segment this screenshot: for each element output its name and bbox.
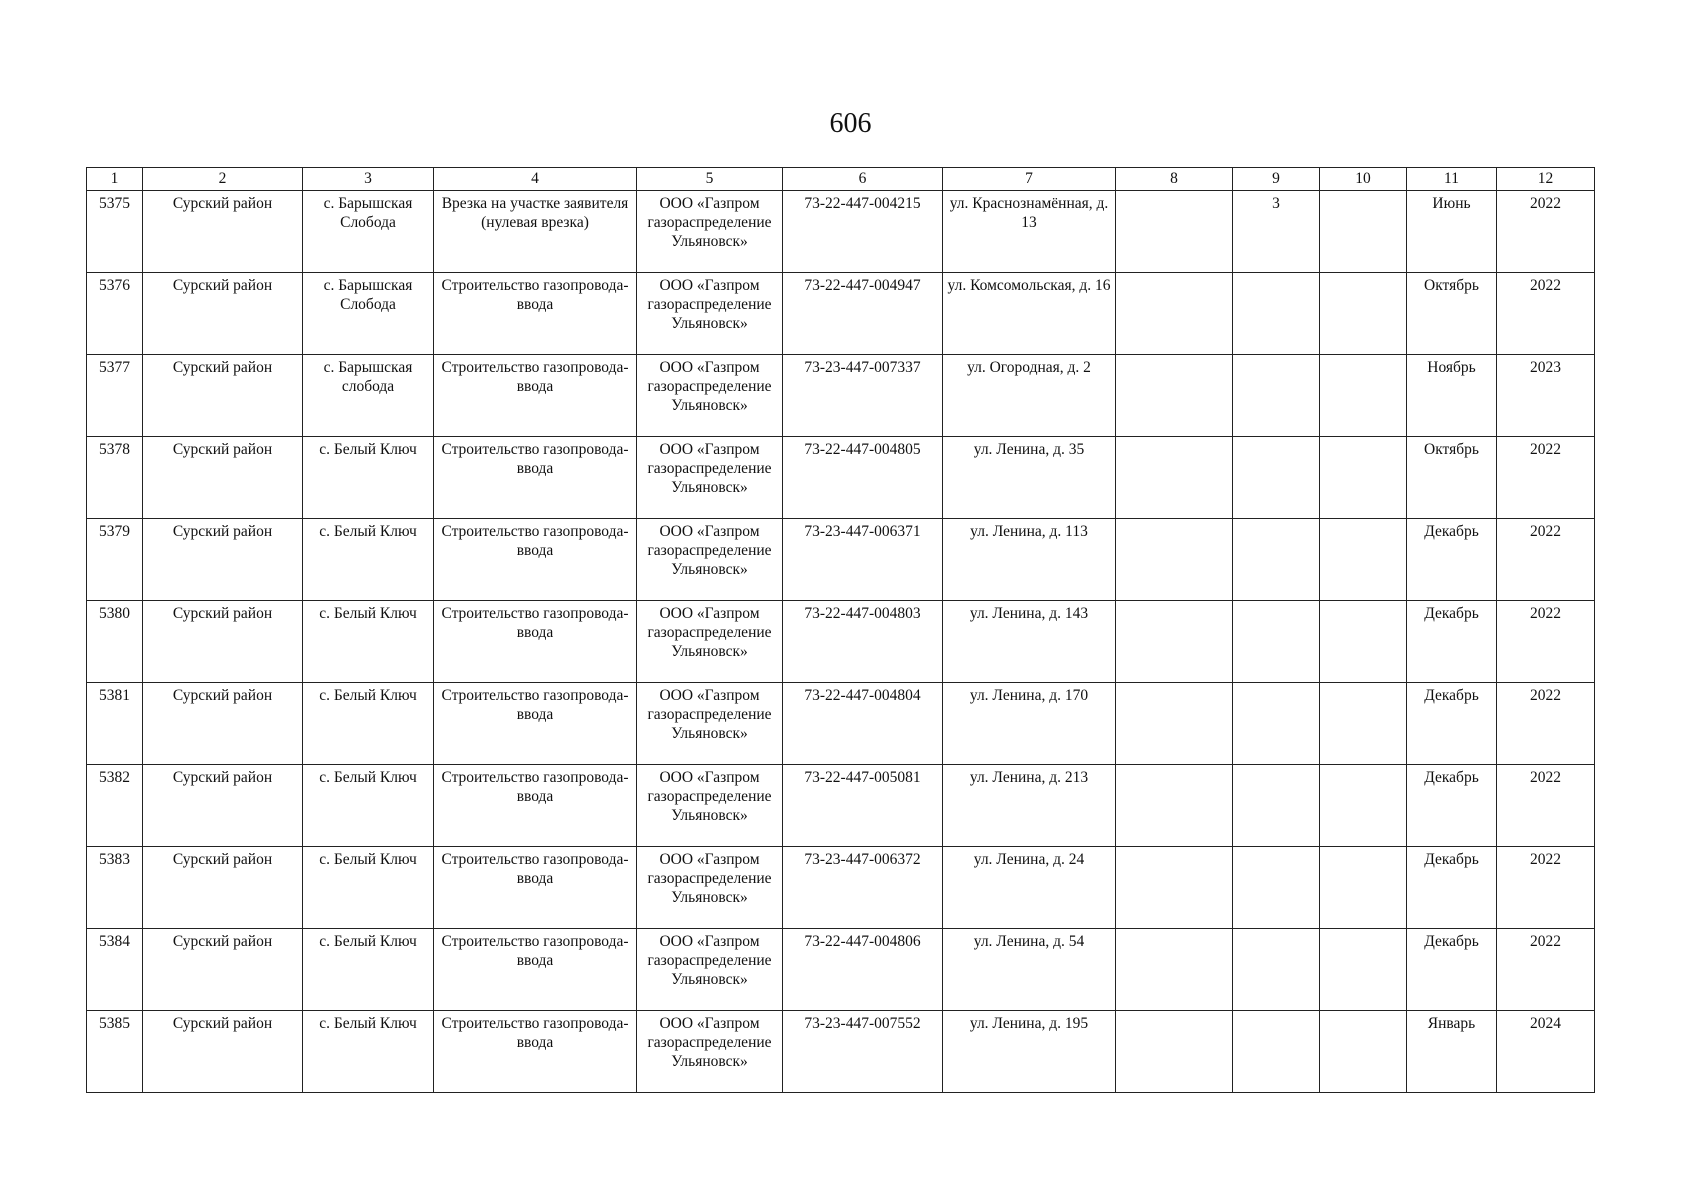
column-10-cell bbox=[1320, 273, 1407, 355]
month-cell: Декабрь bbox=[1407, 683, 1497, 765]
column-9-cell bbox=[1233, 683, 1320, 765]
locality-cell: с. Белый Ключ bbox=[303, 601, 434, 683]
work-type-cell: Строительство газопровода-ввода bbox=[434, 847, 637, 929]
locality-cell: с. Барышская слобода bbox=[303, 355, 434, 437]
work-type-cell: Врезка на участке заявителя (нулевая врезка) bbox=[434, 191, 637, 273]
column-header: 1 bbox=[87, 168, 143, 191]
year-cell: 2022 bbox=[1497, 437, 1595, 519]
month-cell: Ноябрь bbox=[1407, 355, 1497, 437]
column-8-cell bbox=[1116, 601, 1233, 683]
object-code-cell: 73-22-447-004215 bbox=[783, 191, 943, 273]
address-cell: ул. Краснознамённая, д. 13 bbox=[943, 191, 1116, 273]
row-number-cell: 5376 bbox=[87, 273, 143, 355]
column-8-cell bbox=[1116, 191, 1233, 273]
year-cell: 2022 bbox=[1497, 191, 1595, 273]
organization-cell: ООО «Газпром газораспределение Ульяновск» bbox=[637, 929, 783, 1011]
address-cell: ул. Ленина, д. 195 bbox=[943, 1011, 1116, 1093]
work-type-cell: Строительство газопровода-ввода bbox=[434, 683, 637, 765]
district-cell: Сурский район bbox=[143, 929, 303, 1011]
table-row bbox=[87, 683, 1595, 765]
organization-cell: ООО «Газпром газораспределение Ульяновск» bbox=[637, 273, 783, 355]
year-cell: 2022 bbox=[1497, 519, 1595, 601]
district-cell: Сурский район bbox=[143, 191, 303, 273]
year-cell: 2024 bbox=[1497, 1011, 1595, 1093]
column-9-cell bbox=[1233, 929, 1320, 1011]
table-row bbox=[87, 765, 1595, 847]
month-cell: Декабрь bbox=[1407, 929, 1497, 1011]
column-header: 4 bbox=[434, 168, 637, 191]
row-number-cell: 5381 bbox=[87, 683, 143, 765]
locality-cell: с. Белый Ключ bbox=[303, 1011, 434, 1093]
row-number-cell: 5380 bbox=[87, 601, 143, 683]
object-code-cell: 73-22-447-004947 bbox=[783, 273, 943, 355]
organization-cell: ООО «Газпром газораспределение Ульяновск» bbox=[637, 519, 783, 601]
column-10-cell bbox=[1320, 847, 1407, 929]
locality-cell: с. Барышская Слобода bbox=[303, 191, 434, 273]
work-type-cell: Строительство газопровода-ввода bbox=[434, 601, 637, 683]
work-type-cell: Строительство газопровода-ввода bbox=[434, 519, 637, 601]
year-cell: 2022 bbox=[1497, 683, 1595, 765]
column-10-cell bbox=[1320, 601, 1407, 683]
row-number-cell: 5377 bbox=[87, 355, 143, 437]
page-number: 606 bbox=[829, 108, 872, 139]
district-cell: Сурский район bbox=[143, 519, 303, 601]
district-cell: Сурский район bbox=[143, 683, 303, 765]
column-8-cell bbox=[1116, 519, 1233, 601]
table-row bbox=[87, 1011, 1595, 1093]
column-8-cell bbox=[1116, 355, 1233, 437]
year-cell: 2022 bbox=[1497, 929, 1595, 1011]
district-cell: Сурский район bbox=[143, 847, 303, 929]
locality-cell: с. Барышская Слобода bbox=[303, 273, 434, 355]
address-cell: ул. Ленина, д. 24 bbox=[943, 847, 1116, 929]
column-header: 10 bbox=[1320, 168, 1407, 191]
column-8-cell bbox=[1116, 1011, 1233, 1093]
locality-cell: с. Белый Ключ bbox=[303, 847, 434, 929]
column-10-cell bbox=[1320, 1011, 1407, 1093]
table-row bbox=[87, 355, 1595, 437]
data-table bbox=[86, 167, 1595, 1093]
column-10-cell bbox=[1320, 929, 1407, 1011]
address-cell: ул. Ленина, д. 213 bbox=[943, 765, 1116, 847]
district-cell: Сурский район bbox=[143, 273, 303, 355]
table-row bbox=[87, 601, 1595, 683]
column-10-cell bbox=[1320, 765, 1407, 847]
column-10-cell bbox=[1320, 355, 1407, 437]
address-cell: ул. Ленина, д. 54 bbox=[943, 929, 1116, 1011]
column-9-cell bbox=[1233, 1011, 1320, 1093]
organization-cell: ООО «Газпром газораспределение Ульяновск» bbox=[637, 847, 783, 929]
organization-cell: ООО «Газпром газораспределение Ульяновск» bbox=[637, 1011, 783, 1093]
object-code-cell: 73-22-447-005081 bbox=[783, 765, 943, 847]
row-number-cell: 5379 bbox=[87, 519, 143, 601]
locality-cell: с. Белый Ключ bbox=[303, 765, 434, 847]
organization-cell: ООО «Газпром газораспределение Ульяновск» bbox=[637, 683, 783, 765]
object-code-cell: 73-23-447-006372 bbox=[783, 847, 943, 929]
object-code-cell: 73-22-447-004803 bbox=[783, 601, 943, 683]
month-cell: Октябрь bbox=[1407, 437, 1497, 519]
row-number-cell: 5382 bbox=[87, 765, 143, 847]
district-cell: Сурский район bbox=[143, 601, 303, 683]
table-row bbox=[87, 929, 1595, 1011]
year-cell: 2022 bbox=[1497, 765, 1595, 847]
column-header: 9 bbox=[1233, 168, 1320, 191]
organization-cell: ООО «Газпром газораспределение Ульяновск» bbox=[637, 191, 783, 273]
month-cell: Октябрь bbox=[1407, 273, 1497, 355]
work-type-cell: Строительство газопровода-ввода bbox=[434, 273, 637, 355]
table-row bbox=[87, 191, 1595, 273]
column-9-cell bbox=[1233, 765, 1320, 847]
column-header: 6 bbox=[783, 168, 943, 191]
address-cell: ул. Ленина, д. 143 bbox=[943, 601, 1116, 683]
column-8-cell bbox=[1116, 273, 1233, 355]
column-header: 12 bbox=[1497, 168, 1595, 191]
address-cell: ул. Ленина, д. 113 bbox=[943, 519, 1116, 601]
object-code-cell: 73-23-447-006371 bbox=[783, 519, 943, 601]
column-8-cell bbox=[1116, 683, 1233, 765]
address-cell: ул. Комсомольская, д. 16 bbox=[943, 273, 1116, 355]
address-cell: ул. Ленина, д. 35 bbox=[943, 437, 1116, 519]
table-row bbox=[87, 519, 1595, 601]
column-10-cell bbox=[1320, 191, 1407, 273]
address-cell: ул. Ленина, д. 170 bbox=[943, 683, 1116, 765]
column-9-cell bbox=[1233, 847, 1320, 929]
locality-cell: с. Белый Ключ bbox=[303, 437, 434, 519]
organization-cell: ООО «Газпром газораспределение Ульяновск» bbox=[637, 601, 783, 683]
column-header: 11 bbox=[1407, 168, 1497, 191]
column-10-cell bbox=[1320, 683, 1407, 765]
column-header: 2 bbox=[143, 168, 303, 191]
table-row bbox=[87, 437, 1595, 519]
row-number-cell: 5375 bbox=[87, 191, 143, 273]
column-header: 3 bbox=[303, 168, 434, 191]
column-9-cell bbox=[1233, 601, 1320, 683]
organization-cell: ООО «Газпром газораспределение Ульяновск» bbox=[637, 437, 783, 519]
district-cell: Сурский район bbox=[143, 1011, 303, 1093]
column-9-cell bbox=[1233, 437, 1320, 519]
object-code-cell: 73-22-447-004806 bbox=[783, 929, 943, 1011]
column-10-cell bbox=[1320, 437, 1407, 519]
row-number-cell: 5383 bbox=[87, 847, 143, 929]
column-9-cell bbox=[1233, 273, 1320, 355]
work-type-cell: Строительство газопровода-ввода bbox=[434, 437, 637, 519]
object-code-cell: 73-22-447-004805 bbox=[783, 437, 943, 519]
column-header: 8 bbox=[1116, 168, 1233, 191]
locality-cell: с. Белый Ключ bbox=[303, 929, 434, 1011]
work-type-cell: Строительство газопровода-ввода bbox=[434, 355, 637, 437]
column-9-cell bbox=[1233, 355, 1320, 437]
work-type-cell: Строительство газопровода-ввода bbox=[434, 765, 637, 847]
row-number-cell: 5384 bbox=[87, 929, 143, 1011]
table-row bbox=[87, 273, 1595, 355]
month-cell: Декабрь bbox=[1407, 765, 1497, 847]
district-cell: Сурский район bbox=[143, 765, 303, 847]
year-cell: 2022 bbox=[1497, 601, 1595, 683]
column-9-cell: 3 bbox=[1233, 191, 1320, 273]
locality-cell: с. Белый Ключ bbox=[303, 683, 434, 765]
organization-cell: ООО «Газпром газораспределение Ульяновск» bbox=[637, 355, 783, 437]
month-cell: Декабрь bbox=[1407, 519, 1497, 601]
year-cell: 2022 bbox=[1497, 847, 1595, 929]
work-type-cell: Строительство газопровода-ввода bbox=[434, 1011, 637, 1093]
table-row bbox=[87, 847, 1595, 929]
month-cell: Декабрь bbox=[1407, 601, 1497, 683]
row-number-cell: 5385 bbox=[87, 1011, 143, 1093]
header-row bbox=[87, 168, 1595, 191]
column-8-cell bbox=[1116, 765, 1233, 847]
column-8-cell bbox=[1116, 929, 1233, 1011]
district-cell: Сурский район bbox=[143, 437, 303, 519]
column-10-cell bbox=[1320, 519, 1407, 601]
column-header: 7 bbox=[943, 168, 1116, 191]
year-cell: 2023 bbox=[1497, 355, 1595, 437]
object-code-cell: 73-22-447-004804 bbox=[783, 683, 943, 765]
column-9-cell bbox=[1233, 519, 1320, 601]
month-cell: Июнь bbox=[1407, 191, 1497, 273]
locality-cell: с. Белый Ключ bbox=[303, 519, 434, 601]
object-code-cell: 73-23-447-007552 bbox=[783, 1011, 943, 1093]
month-cell: Декабрь bbox=[1407, 847, 1497, 929]
row-number-cell: 5378 bbox=[87, 437, 143, 519]
column-8-cell bbox=[1116, 437, 1233, 519]
work-type-cell: Строительство газопровода-ввода bbox=[434, 929, 637, 1011]
month-cell: Январь bbox=[1407, 1011, 1497, 1093]
column-8-cell bbox=[1116, 847, 1233, 929]
organization-cell: ООО «Газпром газораспределение Ульяновск» bbox=[637, 765, 783, 847]
district-cell: Сурский район bbox=[143, 355, 303, 437]
year-cell: 2022 bbox=[1497, 273, 1595, 355]
column-header: 5 bbox=[637, 168, 783, 191]
address-cell: ул. Огородная, д. 2 bbox=[943, 355, 1116, 437]
object-code-cell: 73-23-447-007337 bbox=[783, 355, 943, 437]
